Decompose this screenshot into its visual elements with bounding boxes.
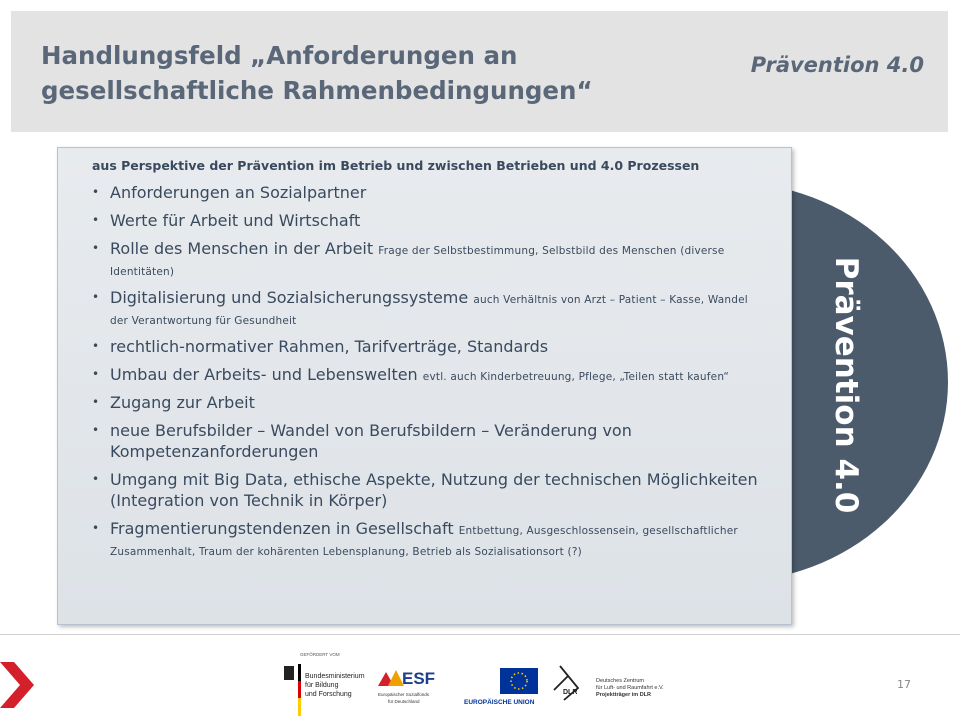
page-title-line-2: gesellschaftliche Rahmenbedingungen“	[41, 76, 593, 105]
list-item	[92, 364, 761, 385]
item-main: neue Berufsbilder – Wandel von Berufsbildern – Veränderung von Kompetenzanforderungen	[110, 421, 632, 461]
bullet-list	[92, 182, 761, 560]
dlr-line-3: Projektträger im DLR	[596, 692, 652, 698]
bullet-icon: •	[92, 185, 100, 199]
bullet-icon: •	[92, 367, 100, 381]
flag-bar-gold	[298, 698, 301, 716]
page-title-line-1: Handlungsfeld „Anforderungen an	[41, 41, 518, 70]
bullet-icon: •	[92, 423, 100, 437]
esf-title: ESF	[402, 669, 436, 688]
bullet-icon: •	[92, 395, 100, 409]
item-main: Fragmentierungstendenzen in Gesellschaft	[110, 519, 454, 538]
header-tag: Prävention 4.0	[750, 53, 924, 77]
item-main: rechtlich-normativer Rahmen, Tarifverträge, Standards	[110, 337, 549, 356]
item-note: Frage der Selbstbestimmung, Selbstbild des Menschen (diverse Identitäten)	[110, 245, 725, 278]
bullet-icon: •	[92, 213, 100, 227]
sponsor-logos	[278, 648, 698, 716]
item-main: Umbau der Arbeits- und Lebenswelten	[110, 365, 418, 384]
list-item	[92, 392, 761, 413]
bmbf-logo	[284, 651, 365, 716]
item-main: Werte für Arbeit und Wirtschaft	[110, 211, 361, 230]
dlr-text: DLR	[563, 689, 578, 696]
item-main: Digitalisierung und Sozialsicherungssysteme	[110, 288, 469, 307]
dlr-line-2: für Luft- und Raumfahrt e.V.	[596, 685, 664, 691]
bullet-icon: •	[92, 339, 100, 353]
item-main: Rolle des Menschen in der Arbeit	[110, 239, 374, 258]
item-main: Umgang mit Big Data, ethische Aspekte, Nutzung der technischen Möglichkeiten (Integration von Technik in Körper)	[110, 470, 758, 510]
item-note: auch Verhältnis von Arzt – Patient – Kasse, Wandel der Verantwortung für Gesundheit	[110, 294, 748, 327]
eagle-icon	[284, 666, 294, 680]
item-note: Entbettung, Ausgeschlossensein, gesellschaftlicher Zusammenhalt, Traum der kohärenten Lebensplanung, Betrieb als Sozialisationsort (?)	[110, 525, 738, 558]
footer-divider	[0, 634, 960, 635]
funded-by-label: GEFÖRDERT VOM	[300, 652, 340, 657]
page-number: 17	[897, 678, 911, 691]
dlr-logo	[554, 666, 664, 700]
eu-flag-icon	[500, 668, 538, 694]
flag-bar-red	[298, 681, 301, 698]
item-main: Anforderungen an Sozialpartner	[110, 183, 367, 202]
eu-logo	[464, 668, 538, 706]
bmbf-line-2: für Bildung	[305, 682, 339, 689]
arrow-logo-icon	[0, 660, 40, 710]
list-item	[92, 518, 761, 560]
content-box	[57, 147, 792, 625]
list-item	[92, 420, 761, 462]
list-item	[92, 336, 761, 357]
header-bar	[11, 11, 948, 132]
bullet-icon: •	[92, 521, 100, 535]
esf-logo	[378, 669, 435, 704]
dlr-line-1: Deutsches Zentrum	[596, 678, 644, 684]
list-item	[92, 469, 761, 511]
page-title	[41, 38, 661, 108]
side-label: Prävention 4.0	[828, 256, 864, 514]
list-item	[92, 287, 761, 329]
esf-sub-1: Europäischer Sozialfonds	[378, 692, 430, 697]
item-note: evtl. auch Kinderbetreuung, Pflege, „Teilen statt kaufen“	[422, 371, 730, 383]
list-item	[92, 182, 761, 203]
bullet-icon: •	[92, 290, 100, 304]
bullet-icon: •	[92, 241, 100, 255]
item-main: Zugang zur Arbeit	[110, 393, 255, 412]
esf-sub-2: für Deutschland	[388, 699, 420, 704]
bmbf-line-3: und Forschung	[305, 691, 352, 698]
list-item	[92, 238, 761, 280]
eu-label: EUROPÄISCHE UNION	[464, 699, 535, 706]
list-item	[92, 210, 761, 231]
intro-text: aus Perspektive der Prävention im Betrieb und zwischen Betrieben und 4.0 Prozessen	[92, 158, 700, 173]
bullet-icon: •	[92, 472, 100, 486]
bmbf-line-1: Bundesministerium	[305, 673, 365, 680]
